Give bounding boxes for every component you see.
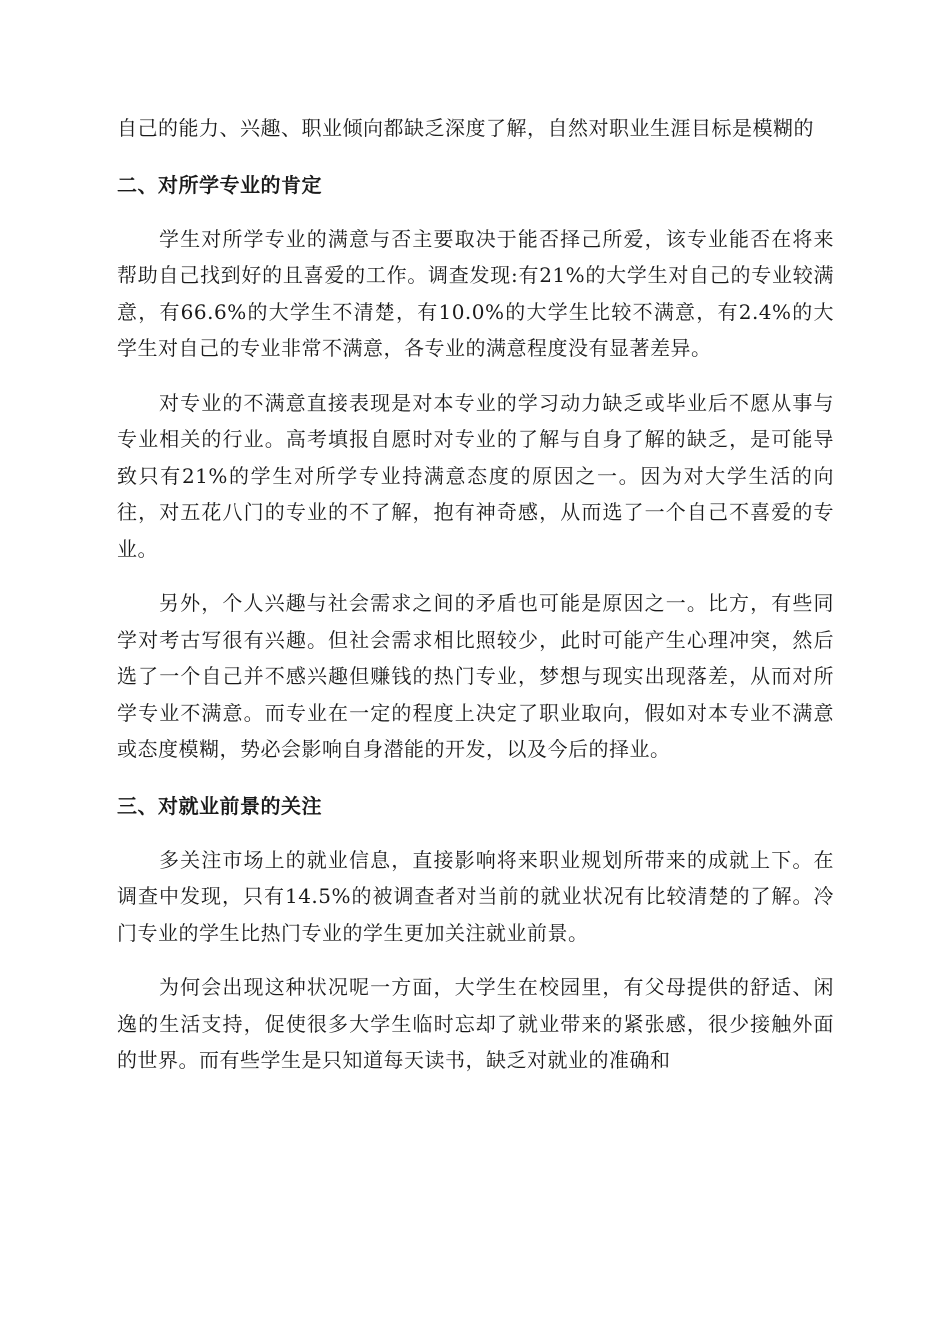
paragraph-major-satisfaction: 学生对所学专业的满意与否主要取决于能否择己所爱，该专业能否在将来帮助自己找到好的且喜爱的工作。调查发现:有21%的大学生对自己的专业较满意，有66.6%的大学生不清楚，有10.0%的大学生比较不满意，有2.4%的大学生对自己的专业非常不满意，各专业的满意程度没有显著差异。 — [117, 226, 834, 360]
section-heading-3: 三、对就业前景的关注 — [117, 793, 322, 818]
paragraph-interest-conflict: 另外，个人兴趣与社会需求之间的矛盾也可能是原因之一。比方，有些同学对考古写很有兴趣。但社会需求相比照较少，此时可能产生心理冲突，然后选了一个自己并不感兴趣但赚钱的热门专业，梦想与现实出现落差，从而对所学专业不满意。而专业在一定的程度上决定了职业取向，假如对本专业不满意或态度模糊，势必会影响自身潜能的开发，以及今后的择业。 — [117, 591, 834, 761]
paragraph-dissatisfaction: 对专业的不满意直接表现是对本专业的学习动力缺乏或毕业后不愿从事与专业相关的行业。高考填报自愿时对专业的了解与自身了解的缺乏，是可能导致只有21%的学生对所学专业持满意态度的原因之一。因为对大学生活的向往，对五花八门的专业的不了解，抱有神奇感，从而选了一个自己不喜爱的专业。 — [117, 390, 834, 561]
paragraph-job-info: 多关注市场上的就业信息，直接影响将来职业规划所带来的成就上下。在调查中发现，只有14.5%的被调查者对当前的就业状况有比较清楚的了解。冷门专业的学生比热门专业的学生更加关注就业前景。 — [117, 847, 834, 945]
paragraph-continuation: 自己的能力、兴趣、职业倾向都缺乏深度了解，自然对职业生涯目标是模糊的 — [117, 116, 814, 140]
section-heading-2: 二、对所学专业的肯定 — [117, 172, 322, 197]
paragraph-reasons: 为何会出现这种状况呢一方面，大学生在校园里，有父母提供的舒适、闲逸的生活支持，促使很多大学生临时忘却了就业带来的紧张感，很少接触外面的世界。而有些学生是只知道每天读书，缺乏对就业的准确和 — [117, 975, 834, 1072]
document-body — [117, 110, 834, 1079]
